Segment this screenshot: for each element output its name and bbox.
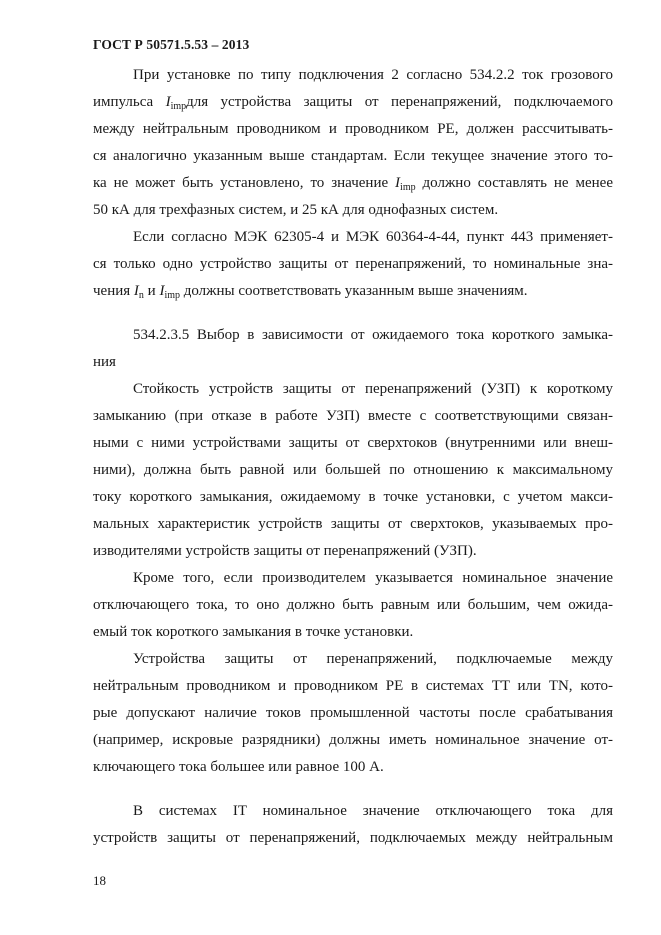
text-line: импульса $I_{imp}для$ устройства защиты от перенапряжений, подключаемого [93,94,613,112]
text-line: ними), должна быть равной или большей по отношению к максимальному [93,462,613,478]
text-line: 50 кА для трехфазных систем, и 25 кА для однофазных систем. [93,202,499,218]
text-line: нейтральным проводником и проводником PE в системах TT или TN, кото- [93,678,613,694]
text-line: При установке по типу подключения 2 согласно 534.2.2 ток грозового [133,67,613,83]
text-line: мальных характеристик устройств защиты от сверхтоков, указываемых про- [93,516,613,532]
text-line: 534.2.3.5 Выбор в зависимости от ожидаемого тока короткого замыка- [133,327,613,343]
text-line: ключающего тока большее или равное 100 А. [93,759,384,775]
text-line: рые допускают наличие токов промышленной частоты после срабатывания [93,705,613,721]
text-line: отключающего тока, то оно должно быть равным или большим, чем ожида- [93,597,613,613]
text-line: чения $I_n$ и $I_{imp}$ должны соответствовать указанным выше значениям. [93,283,528,301]
text-line: ния [93,354,116,370]
text-line: емый ток короткого замыкания в точке установки. [93,624,414,640]
text-line: ся аналогично указанным выше стандартам. Если текущее значение этого то- [93,148,613,164]
text-line: Стойкость устройств защиты от перенапряжений (УЗП) к короткому [133,381,613,397]
text-line: Кроме того, если производителем указывается номинальное значение [133,570,613,586]
text-line: замыканию (при отказе в работе УЗП) вместе с соответствующими связан- [93,408,613,424]
text-line: ка не может быть установлено, то значение $I_{imp}$ должно составлять не менее [93,175,613,193]
text-line: В системах IT номинальное значение отключающего тока для [133,803,613,819]
document-header: ГОСТ Р 50571.5.53 – 2013 [93,37,250,52]
text-line: устройств защиты от перенапряжений, подключаемых между нейтральным [93,830,613,846]
text-line: Если согласно МЭК 62305-4 и МЭК 60364-4-44, пункт 443 применяет- [133,229,613,245]
text-line: ся только одно устройство защиты от перенапряжений, то номинальные зна- [93,256,613,272]
page-number: 18 [93,873,106,888]
text-line: изводителями устройств защиты от перенапряжений (УЗП). [93,543,477,559]
text-line: между нейтральным проводником и проводником PE, должен рассчитывать- [93,121,613,137]
text-line: (например, искровые разрядники) должны иметь номинальное значение от- [93,732,613,748]
text-line: току короткого замыкания, ожидаемому в точке установки, с учетом макси- [93,489,613,505]
text-line: ными с ними устройствами защиты от сверхтоков (внутренними или внеш- [93,435,613,451]
text-line: Устройства защиты от перенапряжений, подключаемые между [133,651,613,667]
